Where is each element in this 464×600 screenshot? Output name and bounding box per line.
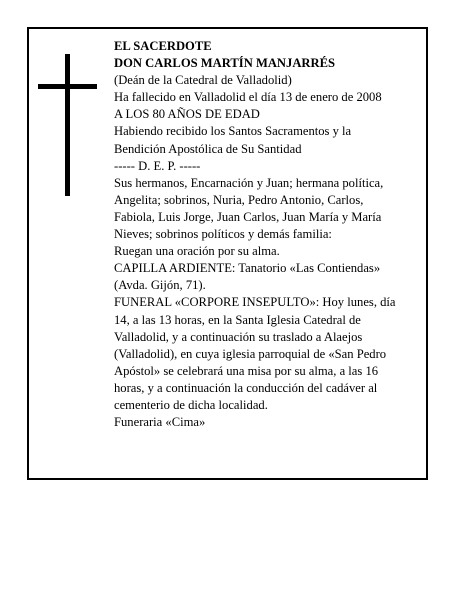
obituary-text bbox=[114, 38, 414, 431]
notice-family-line: Angelita; sobrinos, Nuria, Pedro Antonio, Carlos, bbox=[114, 192, 364, 207]
notice-funeral-line: horas, y a continuación la conducción del cadáver al bbox=[114, 380, 378, 395]
notice-prayer-request: Ruegan una oración por su alma. bbox=[114, 244, 280, 259]
notice-funeral-line: Valladolid, y a continuación su traslado a Alaejos bbox=[114, 329, 363, 344]
notice-heading-name: DON CARLOS MARTÍN MANJARRÉS bbox=[114, 56, 336, 71]
notice-death-date: Ha fallecido en Valladolid el día 13 de enero de 2008 bbox=[114, 90, 382, 105]
notice-family-line: Nieves; sobrinos políticos y demás familia: bbox=[114, 227, 332, 242]
cross-horizontal-bar bbox=[38, 84, 97, 89]
notice-sacraments-line: Bendición Apostólica de Su Santidad bbox=[114, 141, 302, 156]
notice-position: (Deán de la Catedral de Valladolid) bbox=[114, 73, 292, 88]
notice-funeral-line: FUNERAL «CORPORE INSEPULTO»: Hoy lunes, día bbox=[114, 295, 396, 310]
notice-chapel-line: CAPILLA ARDIENTE: Tanatorio «Las Contiendas» bbox=[114, 261, 381, 276]
notice-chapel-address: (Avda. Gijón, 71). bbox=[114, 278, 206, 293]
notice-funeral-home: Funeraria «Cima» bbox=[114, 415, 206, 430]
notice-family-line: Fabiola, Luis Jorge, Juan Carlos, Juan María y María bbox=[114, 209, 382, 224]
notice-heading-title: EL SACERDOTE bbox=[114, 39, 212, 53]
notice-funeral-line: Apóstol» se celebrará una misa por su alma, a las 16 bbox=[114, 363, 379, 378]
notice-funeral-line: (Valladolid), en cuya iglesia parroquial de «San Pedro bbox=[114, 346, 387, 361]
notice-family-line: Sus hermanos, Encarnación y Juan; hermana política, bbox=[114, 175, 384, 190]
notice-funeral-line: cementerio de dicha localidad. bbox=[114, 397, 268, 412]
notice-rip: ----- D. E. P. ----- bbox=[114, 158, 201, 173]
notice-age: A LOS 80 AÑOS DE EDAD bbox=[114, 107, 260, 122]
cross-vertical-bar bbox=[65, 54, 70, 196]
notice-funeral-line: 14, a las 13 horas, en la Santa Iglesia Catedral de bbox=[114, 312, 361, 327]
notice-sacraments-line: Habiendo recibido los Santos Sacramentos y la bbox=[114, 124, 352, 139]
